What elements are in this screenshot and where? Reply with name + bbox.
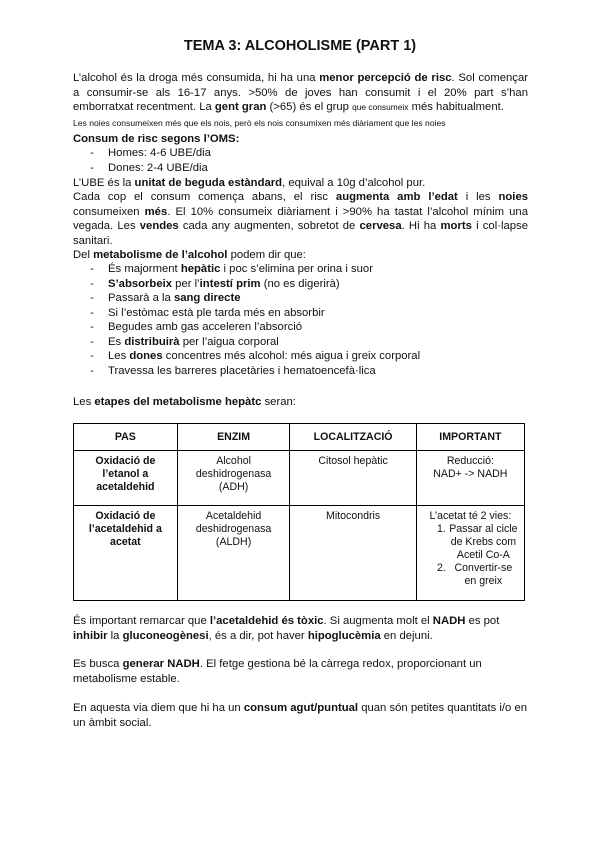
stages-intro: Les etapes del metabolisme hepàtc seran: — [73, 396, 296, 408]
list-item: - Begudes amb gas acceleren l’absorció — [90, 320, 420, 335]
table-cell: Oxidació de l’acetaldehid a acetat — [74, 506, 178, 601]
list-item: 1. Passar al cicle de Krebs com Acetil Co-A — [449, 523, 518, 562]
intro-paragraph: L’alcohol és la droga més consumida, hi ha una menor percepció de risc. Sol començar a consumir-se als 16-17 anys. >50% de joves han consumit i el 20% part s’han emborratxat recentment. La gent gran (>65) és el grup que consumeix més habitualment. — [73, 72, 529, 114]
list-item: - Homes: 4-6 UBE/dia — [90, 146, 211, 161]
list-item: - Passarà a la sang directe — [90, 291, 420, 306]
table-cell: Acetaldehid deshidrogenasa (ALDH) — [177, 506, 290, 601]
redox-paragraph: Es busca generar NADH. El fetge gestiona bé la càrrega redox, proporcionant un metabolisme estable. — [73, 658, 482, 685]
table-row — [74, 451, 525, 506]
metabolism-list — [90, 262, 420, 378]
column-header: LOCALITZACIÓ — [290, 424, 416, 451]
list-item: - Dones: 2-4 UBE/dia — [90, 161, 211, 176]
list-item: 2. Convertir-se en greix — [449, 562, 518, 588]
table-row — [74, 506, 525, 601]
table-cell: Mitocondris — [290, 506, 416, 601]
annotation-note: Les noies consumeixen més que els nois, però els nois consumixen més diàriament que les noies — [73, 118, 446, 128]
list-item: - Les dones concentres més alcohol: més aigua i greix corporal — [90, 349, 420, 364]
metabolism-stages-table — [73, 423, 525, 601]
table-cell: Citosol hepàtic — [290, 451, 416, 506]
table-cell: Alcohol deshidrogenasa (ADH) — [177, 451, 290, 506]
list-item: - Es distribuirà per l’aigua corporal — [90, 335, 420, 350]
column-header: PAS — [74, 424, 178, 451]
list-item: - És majorment hepàtic i poc s’elimina per orina i suor — [90, 262, 420, 277]
table-cell: Reducció: NAD+ -> NADH — [416, 451, 524, 506]
toxicity-paragraph: És important remarcar que l’acetaldehid és tòxic. Si augmenta molt el NADH es pot inhibir la gluconeogènesi, és a dir, pot haver hipoglucèmia en dejuni. — [73, 615, 500, 642]
acetate-pathways-list — [423, 523, 518, 588]
table-header-row — [74, 424, 525, 451]
metabolism-intro: Del metabolisme de l’alcohol podem dir que: — [73, 249, 306, 261]
list-item: - Travessa les barreres placetàries i hematoencefà·lica — [90, 364, 420, 379]
risk-list — [90, 146, 211, 175]
list-item: - Si l’estòmac està ple tarda més en absorbir — [90, 306, 420, 321]
acute-consumption-paragraph: En aquesta via diem que hi ha un consum agut/puntual quan són petites quantitats i/o en un àmbit social. — [73, 702, 528, 729]
table-cell: L’acetat té 2 vies: 1. Passar al cicle de Krebs com Acetil Co-A 2. Convertir-se en greix — [416, 506, 524, 601]
risk-heading: Consum de risc segons l’OMS: — [73, 133, 240, 145]
column-header: ENZIM — [177, 424, 290, 451]
ube-paragraph: L’UBE és la unitat de beguda estàndard, equival a 10g d’alcohol pur. — [73, 177, 426, 189]
table-cell: Oxidació de l’etanol a acetaldehid — [74, 451, 178, 506]
column-header: IMPORTANT — [416, 424, 524, 451]
page-title: TEMA 3: ALCOHOLISME (PART 1) — [183, 38, 417, 54]
list-item: - S’absorbeix per l’intestí prim (no es digerirà) — [90, 277, 420, 292]
consumption-paragraph: Cada cop el consum comença abans, el risc augmenta amb l’edat i les noies consumeixen més. El 10% consumeix diàriament i >90% ha tastat l’alcohol mínim una vegada. Les vendes cada any augmenten, sobretot de cervesa. Hi ha morts i col·lapse sanitari. — [73, 191, 529, 248]
